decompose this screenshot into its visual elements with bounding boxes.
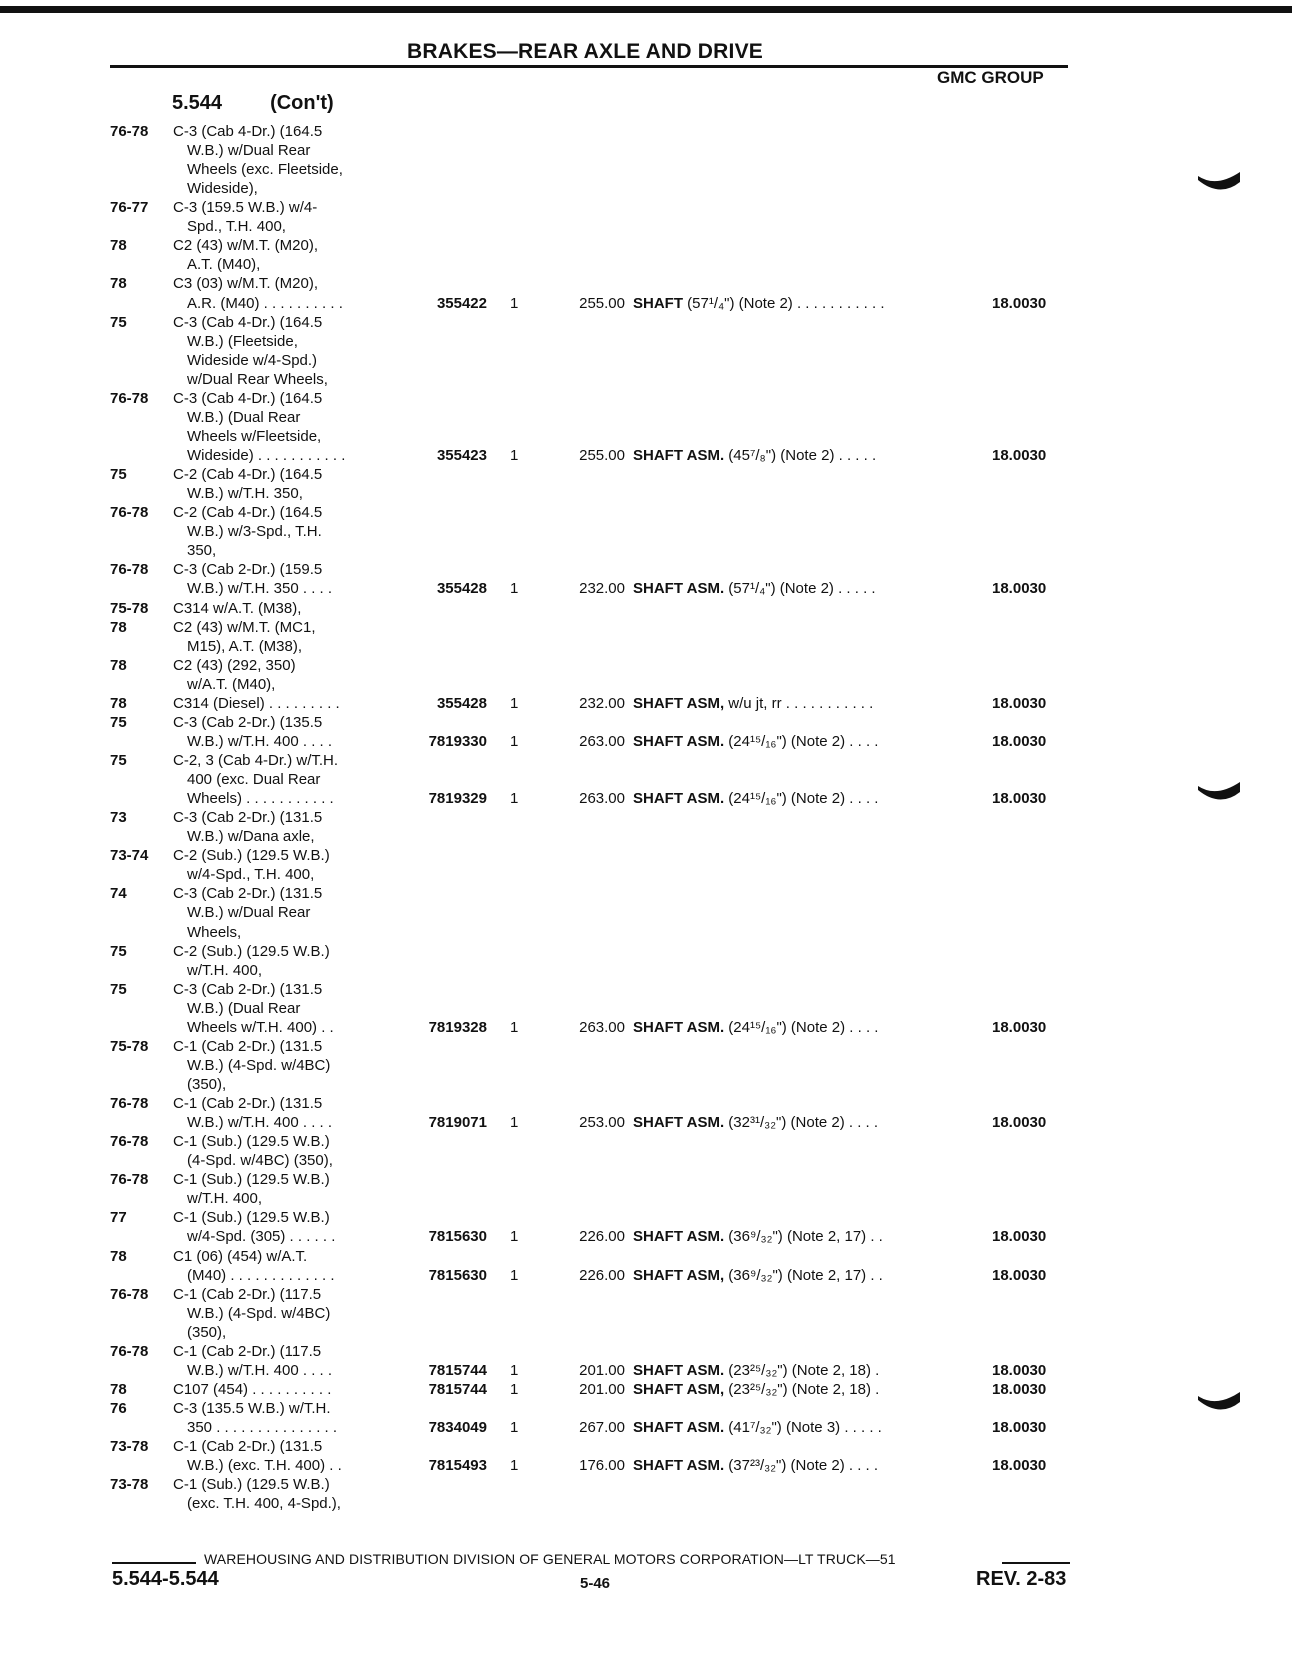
application-description: C107 (454) . . . . . . . . . . [173, 1381, 332, 1398]
application-description: C-3 (Cab 2-Dr.) (131.5 [173, 981, 323, 998]
model-years: 78 [110, 619, 127, 636]
application-row [0, 351, 1292, 370]
application-description: C-1 (Cab 2-Dr.) (131.5 [173, 1438, 323, 1455]
application-row [0, 560, 1292, 579]
footer-revision: REV. 2-83 [976, 1568, 1067, 1590]
group-number: 18.0030 [992, 1457, 1047, 1474]
part-description [633, 1018, 878, 1037]
model-years: 76-78 [110, 1343, 149, 1360]
part-name: SHAFT ASM. [633, 1019, 725, 1036]
footer-rule-right [1002, 1562, 1070, 1564]
application-description: Wideside) . . . . . . . . . . . [187, 447, 346, 464]
application-description: w/4-Spd., T.H. 400, [187, 866, 315, 883]
price: 226.00 [579, 1267, 625, 1284]
application-description: C-1 (Sub.) (129.5 W.B.) [173, 1171, 330, 1188]
application-row [0, 541, 1292, 560]
application-description: w/T.H. 400, [187, 1190, 263, 1207]
price: 232.00 [579, 580, 625, 597]
price: 263.00 [579, 733, 625, 750]
application-description: Wheels, [187, 924, 242, 941]
price: 255.00 [579, 447, 625, 464]
price: 255.00 [579, 295, 625, 312]
part-description [633, 1361, 879, 1380]
part-entry-row [0, 1266, 1292, 1285]
group-number: 18.0030 [992, 1019, 1047, 1036]
part-number: 355422 [436, 295, 487, 312]
part-description [633, 1380, 879, 1399]
part-name: SHAFT ASM. [633, 1362, 725, 1379]
part-number: 7819330 [428, 733, 487, 750]
application-description: W.B.) (4-Spd. w/4BC) [187, 1305, 331, 1322]
group-number: 18.0030 [992, 580, 1047, 597]
part-entry-row [0, 294, 1292, 313]
application-row [0, 1475, 1292, 1494]
model-years: 78 [110, 237, 127, 254]
part-description [633, 1418, 882, 1437]
group-label: GMC GROUP [937, 68, 1044, 87]
part-entry-row [0, 732, 1292, 751]
application-description: W.B.) (4-Spd. w/4BC) [187, 1057, 331, 1074]
footer-section-range: 5.544-5.544 [112, 1568, 219, 1590]
application-description: w/T.H. 400, [187, 962, 263, 979]
application-description: C314 (Diesel) . . . . . . . . . [173, 695, 340, 712]
part-detail: (57¹/₄") (Note 2) . . . . . [724, 580, 876, 597]
application-description: C-3 (Cab 2-Dr.) (135.5 [173, 714, 323, 731]
part-entry-row [0, 789, 1292, 808]
application-description: W.B.) w/Dual Rear [187, 142, 311, 159]
model-years: 76-78 [110, 1171, 149, 1188]
part-detail: (24¹⁵/₁₆") (Note 2) . . . . [724, 733, 879, 750]
application-description: w/A.T. (M40), [187, 676, 276, 693]
application-row [0, 1399, 1292, 1418]
model-years: 78 [110, 1381, 127, 1398]
application-row [0, 522, 1292, 541]
group-number: 18.0030 [992, 695, 1047, 712]
model-years: 75-78 [110, 1038, 149, 1055]
application-row [0, 675, 1292, 694]
application-row [0, 370, 1292, 389]
quantity: 1 [510, 1267, 519, 1284]
model-years: 77 [110, 1209, 127, 1226]
application-description: C-1 (Cab 2-Dr.) (117.5 [173, 1343, 322, 1360]
part-detail: (36⁹/₃₂") (Note 2, 17) . . [724, 1267, 883, 1284]
price: 201.00 [579, 1362, 625, 1379]
part-number: 7819328 [428, 1019, 487, 1036]
part-number: 355428 [436, 695, 487, 712]
application-description: C-3 (159.5 W.B.) w/4- [173, 199, 318, 216]
application-row [0, 179, 1292, 198]
application-description: A.T. (M40), [187, 256, 261, 273]
part-number: 7815493 [428, 1457, 487, 1474]
part-number: 7815744 [428, 1381, 487, 1398]
application-description: A.R. (M40) . . . . . . . . . . [187, 295, 343, 312]
group-number: 18.0030 [992, 1267, 1047, 1284]
application-description: Wheels w/T.H. 400) . . [187, 1019, 334, 1036]
application-description: W.B.) w/T.H. 400 . . . . [187, 733, 333, 750]
model-years: 75 [110, 714, 127, 731]
part-detail: (37²³/₃₂") (Note 2) . . . . [724, 1457, 879, 1474]
model-years: 76-78 [110, 390, 149, 407]
model-years: 75 [110, 314, 127, 331]
section-number: 5.544 [172, 92, 223, 114]
model-years: 76 [110, 1400, 127, 1417]
model-years: 73-74 [110, 847, 149, 864]
application-description: w/Dual Rear Wheels, [187, 371, 328, 388]
application-row [0, 389, 1292, 408]
part-name: SHAFT ASM. [633, 790, 725, 807]
application-description: W.B.) (exc. T.H. 400) . . [187, 1457, 342, 1474]
part-description [633, 732, 878, 751]
group-number: 18.0030 [992, 790, 1047, 807]
footer-page-number: 5-46 [580, 1575, 611, 1592]
application-row [0, 408, 1292, 427]
application-description: C2 (43) w/M.T. (MC1, [173, 619, 316, 636]
quantity: 1 [510, 790, 519, 807]
part-detail: w/u jt, rr . . . . . . . . . . . [724, 695, 874, 712]
model-years: 76-78 [110, 1095, 149, 1112]
application-description: C-2, 3 (Cab 4-Dr.) w/T.H. [173, 752, 339, 769]
application-description: C3 (03) w/M.T. (M20), [173, 275, 319, 292]
part-description [633, 579, 876, 598]
part-name: SHAFT ASM. [633, 447, 725, 464]
part-description [633, 1113, 878, 1132]
application-row [0, 1132, 1292, 1151]
application-row [0, 770, 1292, 789]
application-description: (350), [187, 1076, 227, 1093]
part-description [633, 1266, 883, 1285]
part-description [633, 1227, 883, 1246]
model-years: 73-78 [110, 1438, 149, 1455]
application-description: W.B.) w/T.H. 350, [187, 485, 303, 502]
application-row [0, 1437, 1292, 1456]
part-number: 355428 [436, 580, 487, 597]
application-description: C-1 (Sub.) (129.5 W.B.) [173, 1209, 330, 1226]
part-name: SHAFT ASM, [633, 695, 725, 712]
application-row [0, 1304, 1292, 1323]
part-description [633, 789, 878, 808]
model-years: 75 [110, 981, 127, 998]
model-years: 76-78 [110, 123, 149, 140]
application-description: (4-Spd. w/4BC) (350), [187, 1152, 333, 1169]
part-name: SHAFT ASM. [633, 580, 725, 597]
application-row [0, 751, 1292, 770]
application-row [0, 1170, 1292, 1189]
application-row [0, 503, 1292, 522]
part-detail: (23²⁵/₃₂") (Note 2, 18) . [724, 1362, 880, 1379]
quantity: 1 [510, 1019, 519, 1036]
application-description: Wideside), [187, 180, 258, 197]
application-row [0, 1189, 1292, 1208]
application-row [0, 903, 1292, 922]
part-detail: (41⁷/₃₂") (Note 3) . . . . . [724, 1419, 882, 1436]
group-number: 18.0030 [992, 1228, 1047, 1245]
top-rule [0, 6, 1292, 13]
application-description: Spd., T.H. 400, [187, 218, 286, 235]
part-entry-row [0, 1380, 1292, 1399]
part-name: SHAFT ASM. [633, 1419, 725, 1436]
part-name: SHAFT ASM. [633, 1114, 725, 1131]
part-number: 7819329 [428, 790, 487, 807]
application-description: (350), [187, 1324, 227, 1341]
part-number: 7815630 [428, 1267, 487, 1284]
application-description: W.B.) w/T.H. 400 . . . . [187, 1362, 333, 1379]
application-description: W.B.) w/3-Spd., T.H. [187, 523, 322, 540]
application-row [0, 236, 1292, 255]
application-description: C-2 (Sub.) (129.5 W.B.) [173, 943, 330, 960]
model-years: 73 [110, 809, 127, 826]
part-number: 7815744 [428, 1362, 487, 1379]
application-row [0, 827, 1292, 846]
application-row [0, 255, 1292, 274]
group-number: 18.0030 [992, 1381, 1047, 1398]
application-row [0, 1323, 1292, 1342]
application-row [0, 637, 1292, 656]
application-row [0, 942, 1292, 961]
section-cont: (Con't) [270, 92, 334, 114]
section-heading [172, 92, 334, 115]
application-row [0, 1285, 1292, 1304]
application-row [0, 1037, 1292, 1056]
model-years: 75 [110, 943, 127, 960]
application-description: C1 (06) (454) w/A.T. [173, 1248, 308, 1265]
application-description: C-2 (Cab 4-Dr.) (164.5 [173, 504, 323, 521]
part-detail: (23²⁵/₃₂") (Note 2, 18) . [724, 1381, 880, 1398]
application-row [0, 122, 1292, 141]
application-description: Wheels (exc. Fleetside, [187, 161, 343, 178]
part-detail: (32³¹/₃₂") (Note 2) . . . . [724, 1114, 879, 1131]
application-description: C-2 (Cab 4-Dr.) (164.5 [173, 466, 323, 483]
part-entry-row [0, 1456, 1292, 1475]
quantity: 1 [510, 733, 519, 750]
part-number: 7819071 [428, 1114, 487, 1131]
quantity: 1 [510, 1457, 519, 1474]
part-entry-row [0, 1361, 1292, 1380]
part-name: SHAFT ASM, [633, 1267, 725, 1284]
application-row [0, 332, 1292, 351]
model-years: 76-77 [110, 199, 149, 216]
model-years: 76-78 [110, 1133, 149, 1150]
application-row [0, 980, 1292, 999]
punch-hole-mark [1196, 782, 1242, 800]
price: 267.00 [579, 1419, 625, 1436]
quantity: 1 [510, 1362, 519, 1379]
application-row [0, 274, 1292, 293]
part-detail: (24¹⁵/₁₆") (Note 2) . . . . [724, 790, 879, 807]
price: 232.00 [579, 695, 625, 712]
part-description [633, 294, 885, 313]
application-row [0, 465, 1292, 484]
application-description: W.B.) (Dual Rear [187, 1000, 301, 1017]
application-description: 350, [187, 542, 217, 559]
group-number: 18.0030 [992, 733, 1047, 750]
part-name: SHAFT [633, 295, 683, 312]
application-description: C-1 (Cab 2-Dr.) (117.5 [173, 1286, 322, 1303]
application-description: 350 . . . . . . . . . . . . . . . [187, 1419, 338, 1436]
application-description: W.B.) (Dual Rear [187, 409, 301, 426]
application-row [0, 1342, 1292, 1361]
application-description: C-3 (Cab 4-Dr.) (164.5 [173, 314, 323, 331]
group-number: 18.0030 [992, 1362, 1047, 1379]
part-description [633, 446, 876, 465]
price: 176.00 [579, 1457, 625, 1474]
application-description: W.B.) w/Dual Rear [187, 904, 311, 921]
application-row [0, 198, 1292, 217]
price: 253.00 [579, 1114, 625, 1131]
application-description: Wheels) . . . . . . . . . . . [187, 790, 334, 807]
application-description: M15), A.T. (M38), [187, 638, 303, 655]
page-title: BRAKES—REAR AXLE AND DRIVE [406, 40, 763, 63]
application-row [0, 427, 1292, 446]
part-entry-row [0, 1227, 1292, 1246]
application-row [0, 923, 1292, 942]
price: 226.00 [579, 1228, 625, 1245]
application-description: C-1 (Cab 2-Dr.) (131.5 [173, 1038, 323, 1055]
quantity: 1 [510, 1419, 519, 1436]
application-row [0, 846, 1292, 865]
application-description: C-1 (Sub.) (129.5 W.B.) [173, 1133, 330, 1150]
price: 201.00 [579, 1381, 625, 1398]
model-years: 75 [110, 752, 127, 769]
part-name: SHAFT ASM, [633, 1381, 725, 1398]
footer-rule-left [112, 1562, 196, 1564]
part-detail: (36⁹/₃₂") (Note 2, 17) . . [724, 1228, 883, 1245]
application-description: W.B.) w/T.H. 400 . . . . [187, 1114, 333, 1131]
application-description: C-3 (Cab 2-Dr.) (159.5 [173, 561, 323, 578]
quantity: 1 [510, 447, 519, 464]
application-description: w/4-Spd. (305) . . . . . . [187, 1228, 336, 1245]
price: 263.00 [579, 1019, 625, 1036]
application-description: (exc. T.H. 400, 4-Spd.), [187, 1495, 341, 1512]
model-years: 76-78 [110, 1286, 149, 1303]
application-description: Wheels w/Fleetside, [187, 428, 322, 445]
application-description: 400 (exc. Dual Rear [187, 771, 321, 788]
application-description: W.B.) w/T.H. 350 . . . . [187, 580, 333, 597]
group-number: 18.0030 [992, 1114, 1047, 1131]
application-description: W.B.) (Fleetside, [187, 333, 298, 350]
part-name: SHAFT ASM. [633, 1457, 725, 1474]
part-name: SHAFT ASM. [633, 1228, 725, 1245]
price: 263.00 [579, 790, 625, 807]
group-number: 18.0030 [992, 295, 1047, 312]
application-row [0, 217, 1292, 236]
model-years: 78 [110, 657, 127, 674]
punch-hole-mark [1196, 1392, 1242, 1410]
application-row [0, 808, 1292, 827]
part-entry-row [0, 1018, 1292, 1037]
group-number: 18.0030 [992, 447, 1047, 464]
part-number: 7815630 [428, 1228, 487, 1245]
application-row [0, 713, 1292, 732]
model-years: 75 [110, 466, 127, 483]
application-row [0, 484, 1292, 503]
application-row [0, 141, 1292, 160]
application-description: C2 (43) w/M.T. (M20), [173, 237, 319, 254]
part-number: 355423 [436, 447, 487, 464]
part-number: 7834049 [428, 1419, 487, 1436]
application-row [0, 1056, 1292, 1075]
application-row [0, 1247, 1292, 1266]
application-description: C-1 (Sub.) (129.5 W.B.) [173, 1476, 330, 1493]
application-row [0, 313, 1292, 332]
part-description [633, 1456, 878, 1475]
model-years: 76-78 [110, 561, 149, 578]
part-entry-row [0, 1113, 1292, 1132]
quantity: 1 [510, 1114, 519, 1131]
model-years: 78 [110, 695, 127, 712]
model-years: 78 [110, 275, 127, 292]
application-row [0, 160, 1292, 179]
application-description: C-3 (Cab 2-Dr.) (131.5 [173, 809, 323, 826]
part-entry-row [0, 694, 1292, 713]
application-description: C314 w/A.T. (M38), [173, 600, 302, 617]
part-detail: (57¹/₄") (Note 2) . . . . . . . . . . . [683, 295, 885, 312]
punch-hole-mark [1196, 172, 1242, 190]
part-entry-row [0, 446, 1292, 465]
model-years: 78 [110, 1248, 127, 1265]
application-description: C-2 (Sub.) (129.5 W.B.) [173, 847, 330, 864]
part-detail: (45⁷/₈") (Note 2) . . . . . [724, 447, 877, 464]
application-row [0, 1151, 1292, 1170]
quantity: 1 [510, 295, 519, 312]
title-rule [110, 65, 1068, 68]
application-row [0, 865, 1292, 884]
application-description: W.B.) w/Dana axle, [187, 828, 315, 845]
model-years: 75-78 [110, 600, 149, 617]
application-description: C-3 (Cab 4-Dr.) (164.5 [173, 123, 323, 140]
part-entry-row [0, 1418, 1292, 1437]
application-row [0, 618, 1292, 637]
application-row [0, 1094, 1292, 1113]
application-row [0, 1494, 1292, 1513]
application-description: C-3 (Cab 4-Dr.) (164.5 [173, 390, 323, 407]
part-name: SHAFT ASM. [633, 733, 725, 750]
group-number: 18.0030 [992, 1419, 1047, 1436]
quantity: 1 [510, 695, 519, 712]
quantity: 1 [510, 1381, 519, 1398]
application-description: C-1 (Cab 2-Dr.) (131.5 [173, 1095, 323, 1112]
part-entry-row [0, 579, 1292, 598]
application-row [0, 884, 1292, 903]
application-description: (M40) . . . . . . . . . . . . . [187, 1267, 335, 1284]
application-description: Wideside w/4-Spd.) [187, 352, 318, 369]
footer-division-text: WAREHOUSING AND DISTRIBUTION DIVISION OF GENERAL MOTORS CORPORATION—LT TRUCK—51 [204, 1551, 896, 1567]
quantity: 1 [510, 580, 519, 597]
application-row [0, 961, 1292, 980]
application-row [0, 656, 1292, 675]
application-description: C2 (43) (292, 350) [173, 657, 296, 674]
model-years: 74 [110, 885, 127, 902]
part-description [633, 694, 873, 713]
model-years: 73-78 [110, 1476, 149, 1493]
part-detail: (24¹⁵/₁₆") (Note 2) . . . . [724, 1019, 879, 1036]
application-description: C-3 (Cab 2-Dr.) (131.5 [173, 885, 323, 902]
application-description: C-3 (135.5 W.B.) w/T.H. [173, 1400, 331, 1417]
application-row [0, 1075, 1292, 1094]
model-years: 76-78 [110, 504, 149, 521]
application-row [0, 599, 1292, 618]
quantity: 1 [510, 1228, 519, 1245]
application-row [0, 999, 1292, 1018]
application-row [0, 1208, 1292, 1227]
